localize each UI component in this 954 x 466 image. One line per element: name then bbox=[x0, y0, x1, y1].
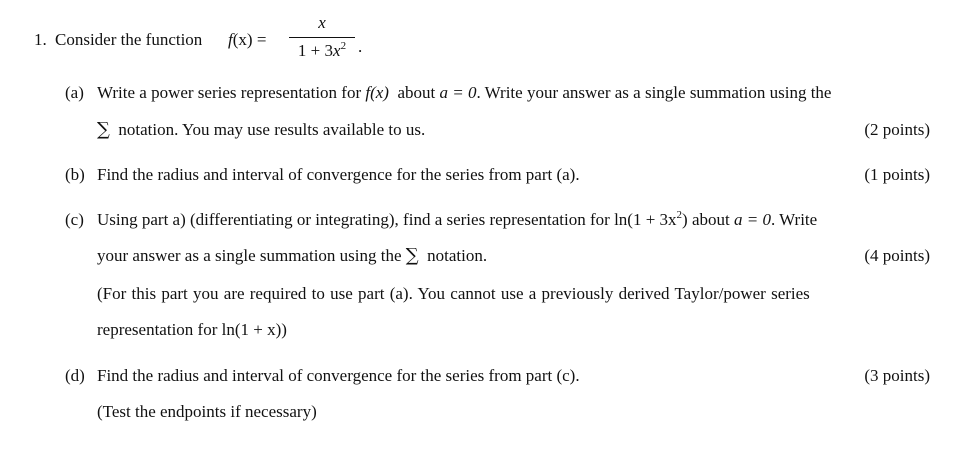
part-c-ln-expression: $\ln(1 + 3x^2)$ bbox=[614, 209, 688, 229]
part-c-note-line1: (For this part you are required to use part (a). You cannot use a previously derived Taylor/power series bbox=[97, 284, 810, 303]
sigma-symbol: ∑ bbox=[405, 245, 419, 266]
problem-number: 1. bbox=[34, 30, 47, 49]
part-a-center: a = 0 bbox=[439, 83, 477, 102]
part-c-label: (c) bbox=[65, 210, 84, 229]
sigma-symbol: ∑ bbox=[97, 119, 110, 140]
part-a-label: (a) bbox=[65, 83, 84, 102]
fraction-bar bbox=[289, 37, 355, 38]
problem-intro: Consider the function bbox=[55, 30, 203, 49]
part-c-center: a = 0 bbox=[734, 210, 771, 229]
equals-sign: = bbox=[256, 30, 267, 49]
part-b-text: Find the radius and interval of convergence for the series from part (a). bbox=[97, 165, 580, 184]
part-a-line1: Write a power series representation for f(x) about a = 0. Write your answer as a single summation using the bbox=[97, 83, 832, 102]
function-name: f bbox=[228, 30, 233, 49]
part-d-label: (d) bbox=[65, 366, 85, 385]
problem-period: . bbox=[358, 37, 363, 56]
part-b-label: (b) bbox=[65, 165, 85, 184]
fraction-denominator: $1 + 3x^2$ bbox=[297, 40, 347, 60]
part-b-points: (1 points) bbox=[864, 165, 930, 184]
part-c-note-line2: representation for ln(1 + x)) bbox=[97, 320, 287, 339]
part-d-points: (3 points) bbox=[864, 366, 930, 385]
part-a-line2: ∑ notation. You may use results available to us. bbox=[97, 119, 426, 140]
part-c-points: (4 points) bbox=[864, 246, 930, 265]
part-d-note: (Test the endpoints if necessary) bbox=[97, 402, 317, 421]
fraction-numerator: x bbox=[318, 13, 326, 32]
function-lhs bbox=[228, 31, 266, 48]
function-fraction bbox=[289, 14, 355, 58]
part-d-text: Find the radius and interval of convergence for the series from part (c). bbox=[97, 366, 580, 385]
part-c-line1: Using part a) (differentiating or integrating), find a series representation for $\ln(1 + 3x^2)$ about a = 0. Write bbox=[97, 209, 818, 229]
function-arg: (x) bbox=[232, 30, 253, 49]
part-c-note-ln: ln(1 + x) bbox=[221, 320, 282, 339]
part-a-fx: f(x) bbox=[365, 83, 389, 102]
part-a-points: (2 points) bbox=[864, 120, 930, 139]
part-c-line2: your answer as a single summation using the ∑ notation. bbox=[97, 245, 488, 266]
